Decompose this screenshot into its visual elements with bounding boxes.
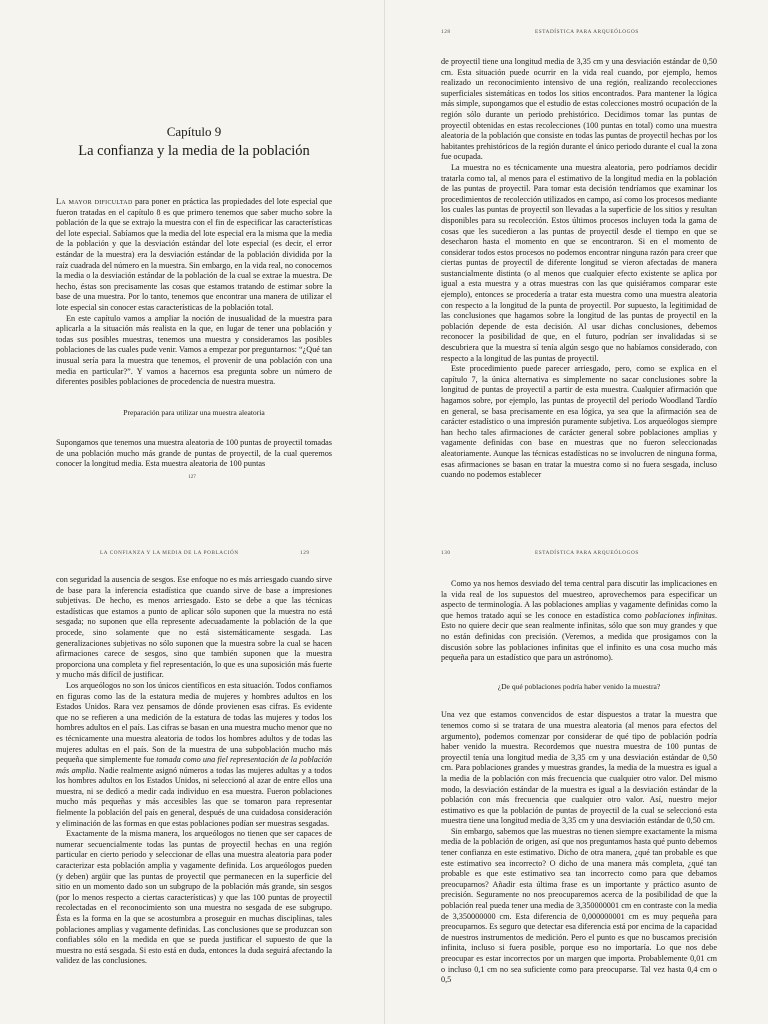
paragraph: de proyectil tiene una longitud media de 3,35 cm y una desviación estándar de 0,50 cm. Esta situación puede ocurrir en la vida real cuando, por ejemplo, hemos realizado un reconocimiento intensivo de una región, realizando recolecciones superficiales sistemáticas en todos los sitios encontrados. Para mantener la lógica más simple, supongamos que el estudio de estas colecciones mostró ocupación de la región sólo durante un periodo prehistórico. Decidimos tomar las puntas de proyectil obtenidas en estas recolecciones (100 puntas en total) como una muestra aleatoria de la población que consiste en todas las puntas de proyectil hechas por los habitantes prehistóricos de la región durante el único periodo durante el cual la zona fue ocupada. — [441, 57, 718, 162]
paragraph: Una vez que estamos convencidos de estar dispuestos a tratar la muestra que tenemos como si se tratara de una muestra aleatoria (al menos para efectos del argumento), podemos comenzar por considerar de qué tipo de población podría haber venido la muestra. Recordemos que nuestra muestra de 100 puntas de proyectil tenía una longitud media de 3,35 cm y una desviación estándar de 0,50 cm. Para poblaciones grandes y muestras grandes, la media de la muestra es igual a la media de la población con más frecuencia que cualquier otro valor. Del mismo modo, la desviación estándar de la muestra es igual a la desviación estándar de la población con más frecuencia que cualquier otro valor. Así, nuestro mejor estimativo es que la población de puntas de proyectil de la cual se seleccionó esta muestra tiene una longitud media de 3,35 cm y una desviación estándar de 0,50 cm. — [441, 710, 717, 826]
bottom-spread — [0, 512, 768, 1024]
dropcap-text: La mayor dificultad — [56, 197, 133, 206]
page-127 — [0, 0, 384, 512]
section-heading: ¿De qué poblaciones podría haber venido la muestra? — [497, 681, 661, 691]
running-header — [385, 29, 768, 37]
running-header — [0, 550, 384, 558]
running-title: LA CONFIANZA Y LA MEDIA DE LA POBLACIÓN — [100, 550, 239, 556]
emphasis-text: poblaciones infinitas — [645, 610, 715, 620]
chapter-label: Capítulo 9 — [166, 124, 222, 139]
paragraph — [56, 681, 332, 829]
page-127-body — [56, 197, 332, 470]
paragraph — [441, 579, 717, 664]
paragraph: Sin embargo, sabemos que las muestras no tienen siempre exactamente la misma media de la población de origen, así que nos preguntamos hasta qué punto debemos tener confianza en este estimativo. Dicho de otra manera, ¿qué tan probable es que este estimativo sea incorrecto? O dicho de una manera más completa, ¿qué tan probable es que este estimativo sea tan incorrecto como para que debamos preocuparnos? Añadir esta última frase es un importante y práctico asunto de precisión. Seguramente no nos preocuparemos acerca de la posibilidad de que la población real pueda tener una media de 3,350000001 cm en contraste con la media de 3,350000000 cm. Esta diferencia de 0,000000001 cm es muy pequeña para preocuparnos. Es seguro que detectar esa diferencia está por encima de la capacidad de nuestros instrumentos de medición. Pero el punto es que no buscamos precisión infinita, incluso si fuera posible, porque eso no importaría. Lo que nos debe preocupar es estar incorrectos por un margen que importa. Probablemente 0,01 cm o incluso 0,1 cm no sea suficiente como para preocuparse. Tal vez hasta 0,4 cm o 0,5 — [441, 826, 717, 985]
page-number: 128 — [441, 29, 451, 35]
emphasis-text: tomada como una fiel representación de la población más amplia — [56, 755, 332, 775]
paragraph-text: Los arqueólogos no son los únicos científicos en esta situación. Todos confiamos en figuras como las de la estatura media de mujeres y hombres adultos en los Estados Unidos. Rara vez pensamos de dónde provienen esas cifras. Es evidente que no se refieren a una medición de la estatura de todas las mujeres y todos los hombres adultos en el país. Las cifras se basan en una muestra mucho menor que no es técnicamente una muestra aleatoria de todos los hombres adultos y de todas las mujeres adultas en el país. Son de la muestra de una subpoblación mucho más pequeña que simplemente fue — [56, 680, 332, 765]
paragraph: Este procedimiento puede parecer arriesgado, pero, como se explica en el capítulo 7, la única alternativa es simplemente no sacar conclusiones sobre la longitud de puntas de proyectil a partir de esta muestra. Cualquier afirmación que hagamos sobre, por ejemplo, las puntas de proyectil del periodo Woodland Tardío en general, se basa precisamente en esa lógica, ya sea que la afirmación sea de carácter estadístico o una impresión puramente subjetiva. Los arqueólogos siempre han hecho tales afirmaciones de carácter general sobre poblaciones amplias y vagamente definidas con base en muestras que no fueron seleccionadas aleatoriamente. Aunque las técnicas estadísticas no se involucren de ninguna forma, esas afirmaciones se basan en tratar la muestra como si no fuera sesgada, incluso cuando no podemos establecer — [441, 364, 717, 480]
paragraph: En este capítulo vamos a ampliar la noción de inusualidad de la muestra para aplicarla a la situación más realista en la que, en lugar de tener una población y todas sus posibles muestras, tenemos una muestra y consideramos las posibles poblaciones de las cuales pude venir. Vamos a empezar por preguntarnos: “¿Qué tan inusual sería para la muestra que tenemos, el provenir de una población con una media en particular?”. Y vamos a hacernos esa pregunta sobre un número de diferentes posibles poblaciones de procedencia de nuestra muestra. — [56, 313, 332, 387]
paragraph-text: . Nadie realmente asignó números a todas las mujeres adultas y a todos los hombres adultos en los Estados Unidos, ni seleccionó al azar de entre ellos una muestra, ni se dedicó a medir cada individuo en esa muestra. Fueron poblaciones mucho más pequeñas y más accesibles las que se tomaron para representar fielmente la población del país en general, después de una cuidadosa consideración y eliminación de las formas en que estas poblaciones podían ser muestras sesgadas. — [56, 765, 332, 828]
paragraph-text: Como ya nos hemos desviado del tema central para discutir las implicaciones en la vida real de los supuestos del muestreo, aprovechemos para especificar un aspecto de terminología. A las poblaciones amplias y vagamente definidas como la que hemos tratado aquí se les conoce en estadística como — [441, 579, 717, 620]
paragraph: La muestra no es técnicamente una muestra aleatoria, pero podríamos decidir tratarla como tal, al menos para el estimativo de la longitud media en la población de las puntas de proyectil. Para tomar esta decisión tendríamos que examinar los procedimientos de recolección utilizados en campo, así como los procesos mediante los cuales las puntas de proyectil son llevadas a la superficie de los sitios y resultan disponibles para su recolección. Estos últimos procesos incluyen toda la gama de cosas que les sucedieron a las puntas de proyectil desde el tiempo en que se desecharon hasta el momento en que se encontraron. Si en el momento de considerar todos estos procesos no podemos encontrar ninguna razón para creer que ciertas puntas de proyectil de diferente longitud se vieron afectadas de manera sustancialmente distinta (o al menos que cualquier efecto existente se aplica por igual a esta muestra y a otras muestras con las que quisiéramos comparar este ejemplo), entonces se procedería a tratar esta muestra como una muestra aleatoria con respecto a la longitud de la punta de proyectil. Por supuesto, la legitimidad de las conclusiones que hagamos sobre la longitud de las puntas de proyectil en la población depende de esta decisión. Al usar dichas conclusiones, debemos reconocer la posibilidad de que, en el futuro, podrían ser invalidadas si se descubriera que la muestra sí tenía algún sesgo que no habíamos considerado, con respecto a la longitud de las puntas de proyectil. — [441, 162, 717, 363]
running-title: ESTADÍSTICA PARA ARQUEÓLOGOS — [535, 550, 639, 556]
page-129 — [0, 512, 384, 1024]
page-128-body — [441, 57, 717, 481]
paragraph: Exactamente de la misma manera, los arqueólogos no tienen que ser capaces de numerar secuencialmente todas las puntas de proyectil hechas en una región particular en cierto periodo y seleccionar de ellas una muestra aleatoria para poder caracterizar esta población amplia y vagamente definida. Los arqueólogos pueden (y deben) argüir que las puntas de proyectil que permanecen en la superficie del sitio en un momento dado son un subgrupo de la población más grande, sin sesgos (por lo menos respecto a ciertas características) y que las 100 puntas de proyectil recolectadas en el reconocimiento son una muestra no sesgada de ese subgrupo. Ésta es la forma en la que se acostumbra a proseguir en muchas disciplinas, tales poblaciones amplias y vagamente definidas. Las conclusiones que se produzcan son confiables sólo en la medida en que se pueda justificar el supuesto de que la muestra no está sesgada. Si esto está en duda, entonces la duda seguirá afectando la validez de las conclusiones. — [56, 829, 332, 966]
page-number: 130 — [441, 550, 451, 556]
page-129-body — [56, 575, 332, 967]
paragraph: Supongamos que tenemos una muestra aleatoria de 100 puntas de proyectil tomadas de una población mucho más grande de puntas de proyectil, de la cual queremos conocer la longitud media. Esta muestra aleatoria de 100 puntas — [56, 438, 332, 469]
running-title: ESTADÍSTICA PARA ARQUEÓLOGOS — [535, 29, 639, 35]
paragraph-text: . Esto no quiere decir que sean realmente infinitas, sólo que son muy grandes y que no están definidas con precisión. (Veremos, a medida que prosigamos con la discusión sobre las poblaciones infinitas que el infinito es una cosa mucho más pequeña para un estadístico que para un astrónomo). — [441, 610, 717, 663]
page-number: 129 — [300, 550, 310, 556]
page-128 — [384, 0, 768, 512]
paragraph: con seguridad la ausencia de sesgos. Ese enfoque no es más arriesgado cuando sirve de base para la inferencia estadística que cuando sirve de base a impresiones subjetivas. De hecho, es menos arriesgado. Esto se debe a que las técnicas estadísticas que estamos a punto de aplicar sólo suponen que la muestra no está sesgada; no suponen que ella represente adecuadamente la población de la que procede, sino solamente que no está sistemáticamente sesgada. Las generalizaciones subjetivas no sólo suponen que la muestra sobre la cual se hacen afirmaciones carece de sesgos, sino que también suponen que la muestra proporciona una completa y fiel representación, lo que es una suposición más fuerte y mucho más difícil de justificar. — [56, 575, 332, 680]
paragraph-text: para poner en práctica las propiedades del lote especial que fueron tratadas en el capítulo 8 es que primero tenemos que saber mucho sobre la población de la que se extrajo la muestra con el fin de especificar las características del lote especial. Sabíamos que la media del lote especial era la misma que la media de la población y que la desviación estándar del lote especial (es decir, el error estándar de la muestra) era la desviación estándar de la población dividida por la raíz cuadrada del número en la muestra. Sin embargo, en la vida real, no conocemos la media o la desviación estándar de la población de la cual se extrae la muestra. De hecho, éstas son precisamente las cosas que estamos tratando de estimar sobre la base de una muestra. Por lo tanto, tenemos que encontrar una manera de utilizar el lote especial sin conocer estas características de la población total. — [56, 197, 332, 312]
section-heading: Preparación para utilizar una muestra aleatoria — [123, 407, 265, 417]
page-130 — [384, 512, 768, 1024]
page-number: 127 — [188, 474, 196, 480]
paragraph — [56, 197, 332, 314]
page-130-body — [441, 579, 717, 986]
chapter-title: La confianza y la media de la población — [78, 143, 310, 159]
running-header — [385, 550, 768, 558]
